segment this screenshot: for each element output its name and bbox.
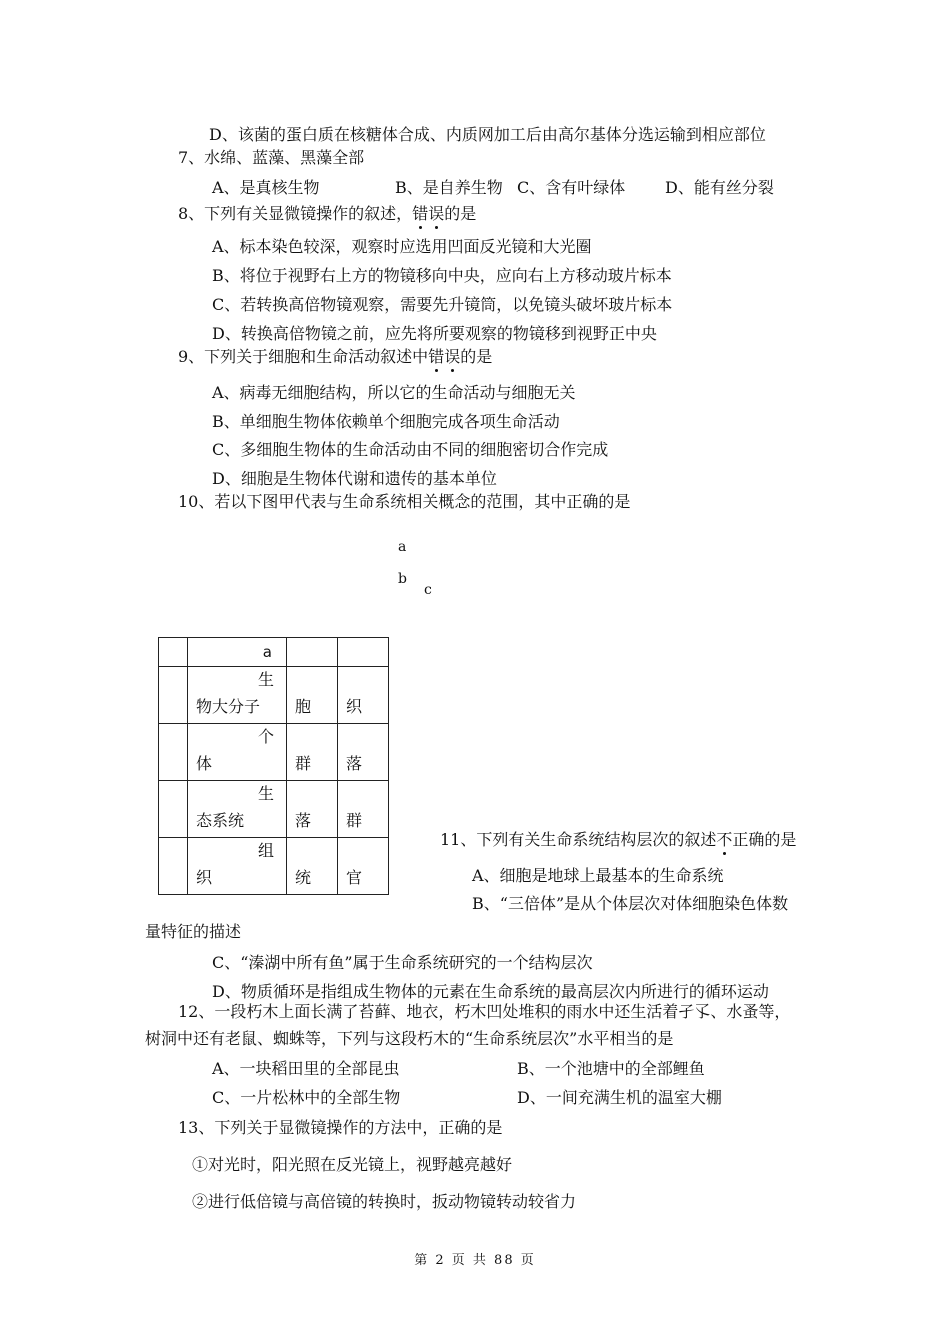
table-cell (188, 724, 287, 781)
q11-option-d: D、物质循环是指组成生物体的元素在生命系统的最高层次内所进行的循环运动 (212, 982, 769, 1001)
table-cell (188, 838, 287, 895)
q8-stem-emphasis-2: 误 (428, 204, 445, 223)
cell-text: 落 (346, 754, 363, 773)
cell-top-text: 个 (257, 727, 274, 746)
q10-diagram-label-a: a (398, 539, 407, 555)
q11-option-c: C、“溱湖中所有鱼”属于生命系统研究的一个结构层次 (212, 953, 593, 972)
q9-option-a: A、病毒无细胞结构，所以它的生命活动与细胞无关 (212, 383, 576, 402)
cell-top-text: 生 (257, 670, 274, 689)
table-header-a: a (262, 643, 272, 661)
q10-diagram-label-b: b (398, 571, 407, 587)
cell-bottom-text: 物大分子 (196, 697, 261, 716)
q9-stem-emphasis-1: 错 (428, 347, 445, 366)
q6-option-d: D、该菌的蛋白质在核糖体合成、内质网加工后由高尔基体分选运输到相应部位 (209, 125, 766, 144)
q8-option-c: C、若转换高倍物镜观察，需要先升镜筒，以免镜头破坏玻片标本 (212, 295, 673, 314)
table-cell (287, 667, 338, 724)
cell-top-text: 生 (257, 784, 274, 803)
cell-text: 落 (295, 811, 312, 830)
q12-option-b: B、一个池塘中的全部鲤鱼 (517, 1059, 705, 1078)
table-cell (338, 667, 389, 724)
page-number-footer: 第 2 页 共 88 页 (414, 1253, 536, 1268)
table-cell (338, 838, 389, 895)
table-cell-empty (338, 638, 389, 667)
q9-option-d: D、细胞是生物体代谢和遗传的基本单位 (212, 469, 497, 488)
q13-item-2: ②进行低倍镜与高倍镜的转换时，扳动物镜转动较省力 (192, 1192, 577, 1211)
q9-stem-prefix: 9、下列关于细胞和生命活动叙述中 (178, 347, 429, 366)
q7-option-b: B、是自养生物 (395, 178, 503, 197)
q11-stem (440, 830, 796, 850)
table-row (159, 838, 389, 895)
q13-item-1: ①对光时，阳光照在反光镜上，视野越亮越好 (192, 1155, 513, 1174)
table-cell-empty (287, 638, 338, 667)
q11-option-a: A、细胞是地球上最基本的生命系统 (472, 866, 724, 885)
q9-option-b: B、单细胞生物体依赖单个细胞完成各项生命活动 (212, 412, 560, 431)
cell-text: 群 (295, 754, 312, 773)
cell-bottom-text: 体 (196, 754, 213, 773)
q12-stem-line-2: 树洞中还有老鼠、蜘蛛等，下列与这段朽木的“生命系统层次”水平相当的是 (145, 1029, 674, 1048)
table-cell (287, 781, 338, 838)
q9-stem (178, 347, 492, 367)
q8-option-a: A、标本染色较深，观察时应选用凹面反光镜和大光圈 (212, 237, 592, 256)
q7-option-a: A、是真核生物 (212, 178, 320, 197)
q9-option-c: C、多细胞生物体的生命活动由不同的细胞密切合作完成 (212, 440, 609, 459)
q8-stem (178, 204, 476, 224)
q11-option-b-continued: 量特征的描述 (145, 922, 242, 941)
table-cell (338, 781, 389, 838)
table-cell (338, 724, 389, 781)
q11-option-b: B、“三倍体”是从个体层次对体细胞染色体数 (472, 894, 789, 913)
q8-option-b: B、将位于视野右上方的物镜移向中央，应向右上方移动玻片标本 (212, 266, 672, 285)
q10-stem: 10、若以下图甲代表与生命系统相关概念的范围，其中正确的是 (178, 492, 631, 511)
q7-option-d: D、能有丝分裂 (665, 178, 774, 197)
table-cell-empty (159, 638, 188, 667)
table-header-row (159, 638, 389, 667)
cell-top-text: 组 (257, 841, 274, 860)
q8-stem-emphasis-1: 错 (412, 204, 429, 223)
q8-stem-prefix: 8、下列有关显微镜操作的叙述， (178, 204, 413, 223)
q10-option-table (158, 637, 389, 895)
table-cell (287, 838, 338, 895)
q10-diagram-label-c: c (424, 582, 432, 598)
q9-stem-suffix: 的是 (460, 347, 493, 366)
q11-stem-emphasis: 不 (716, 830, 733, 849)
q12-option-c: C、一片松林中的全部生物 (212, 1088, 401, 1107)
table-header-cell (188, 638, 287, 667)
table-row (159, 667, 389, 724)
cell-text: 统 (295, 868, 312, 887)
table-cell (188, 781, 287, 838)
q8-stem-suffix: 的是 (444, 204, 477, 223)
cell-text: 织 (346, 697, 363, 716)
cell-bottom-text: 织 (196, 868, 213, 887)
table-cell-empty (159, 838, 188, 895)
table-cell (188, 667, 287, 724)
table-cell (287, 724, 338, 781)
q7-option-c: C、含有叶绿体 (517, 178, 626, 197)
q11-stem-prefix: 11、下列有关生命系统结构层次的叙述 (440, 830, 717, 849)
q12-option-a: A、一块稻田里的全部昆虫 (212, 1059, 400, 1078)
q7-stem: 7、水绵、蓝藻、黑藻全部 (178, 148, 365, 167)
table-row (159, 724, 389, 781)
table-cell-empty (159, 781, 188, 838)
cell-text: 官 (346, 868, 363, 887)
table-cell-empty (159, 724, 188, 781)
q9-stem-emphasis-2: 误 (444, 347, 461, 366)
cell-text: 群 (346, 811, 363, 830)
q12-stem-line-1: 12、一段朽木上面长满了苔藓、地衣，朽木凹处堆积的雨水中还生活着孑孓、水蚤等， (178, 1002, 791, 1021)
cell-text: 胞 (295, 697, 312, 716)
table-row (159, 781, 389, 838)
q11-stem-suffix: 正确的是 (732, 830, 797, 849)
q12-option-d: D、一间充满生机的温室大棚 (517, 1088, 722, 1107)
q13-stem: 13、下列关于显微镜操作的方法中，正确的是 (178, 1118, 503, 1137)
q8-option-d: D、转换高倍物镜之前，应先将所要观察的物镜移到视野正中央 (212, 324, 657, 343)
table-cell-empty (159, 667, 188, 724)
cell-bottom-text: 态系统 (196, 811, 245, 830)
